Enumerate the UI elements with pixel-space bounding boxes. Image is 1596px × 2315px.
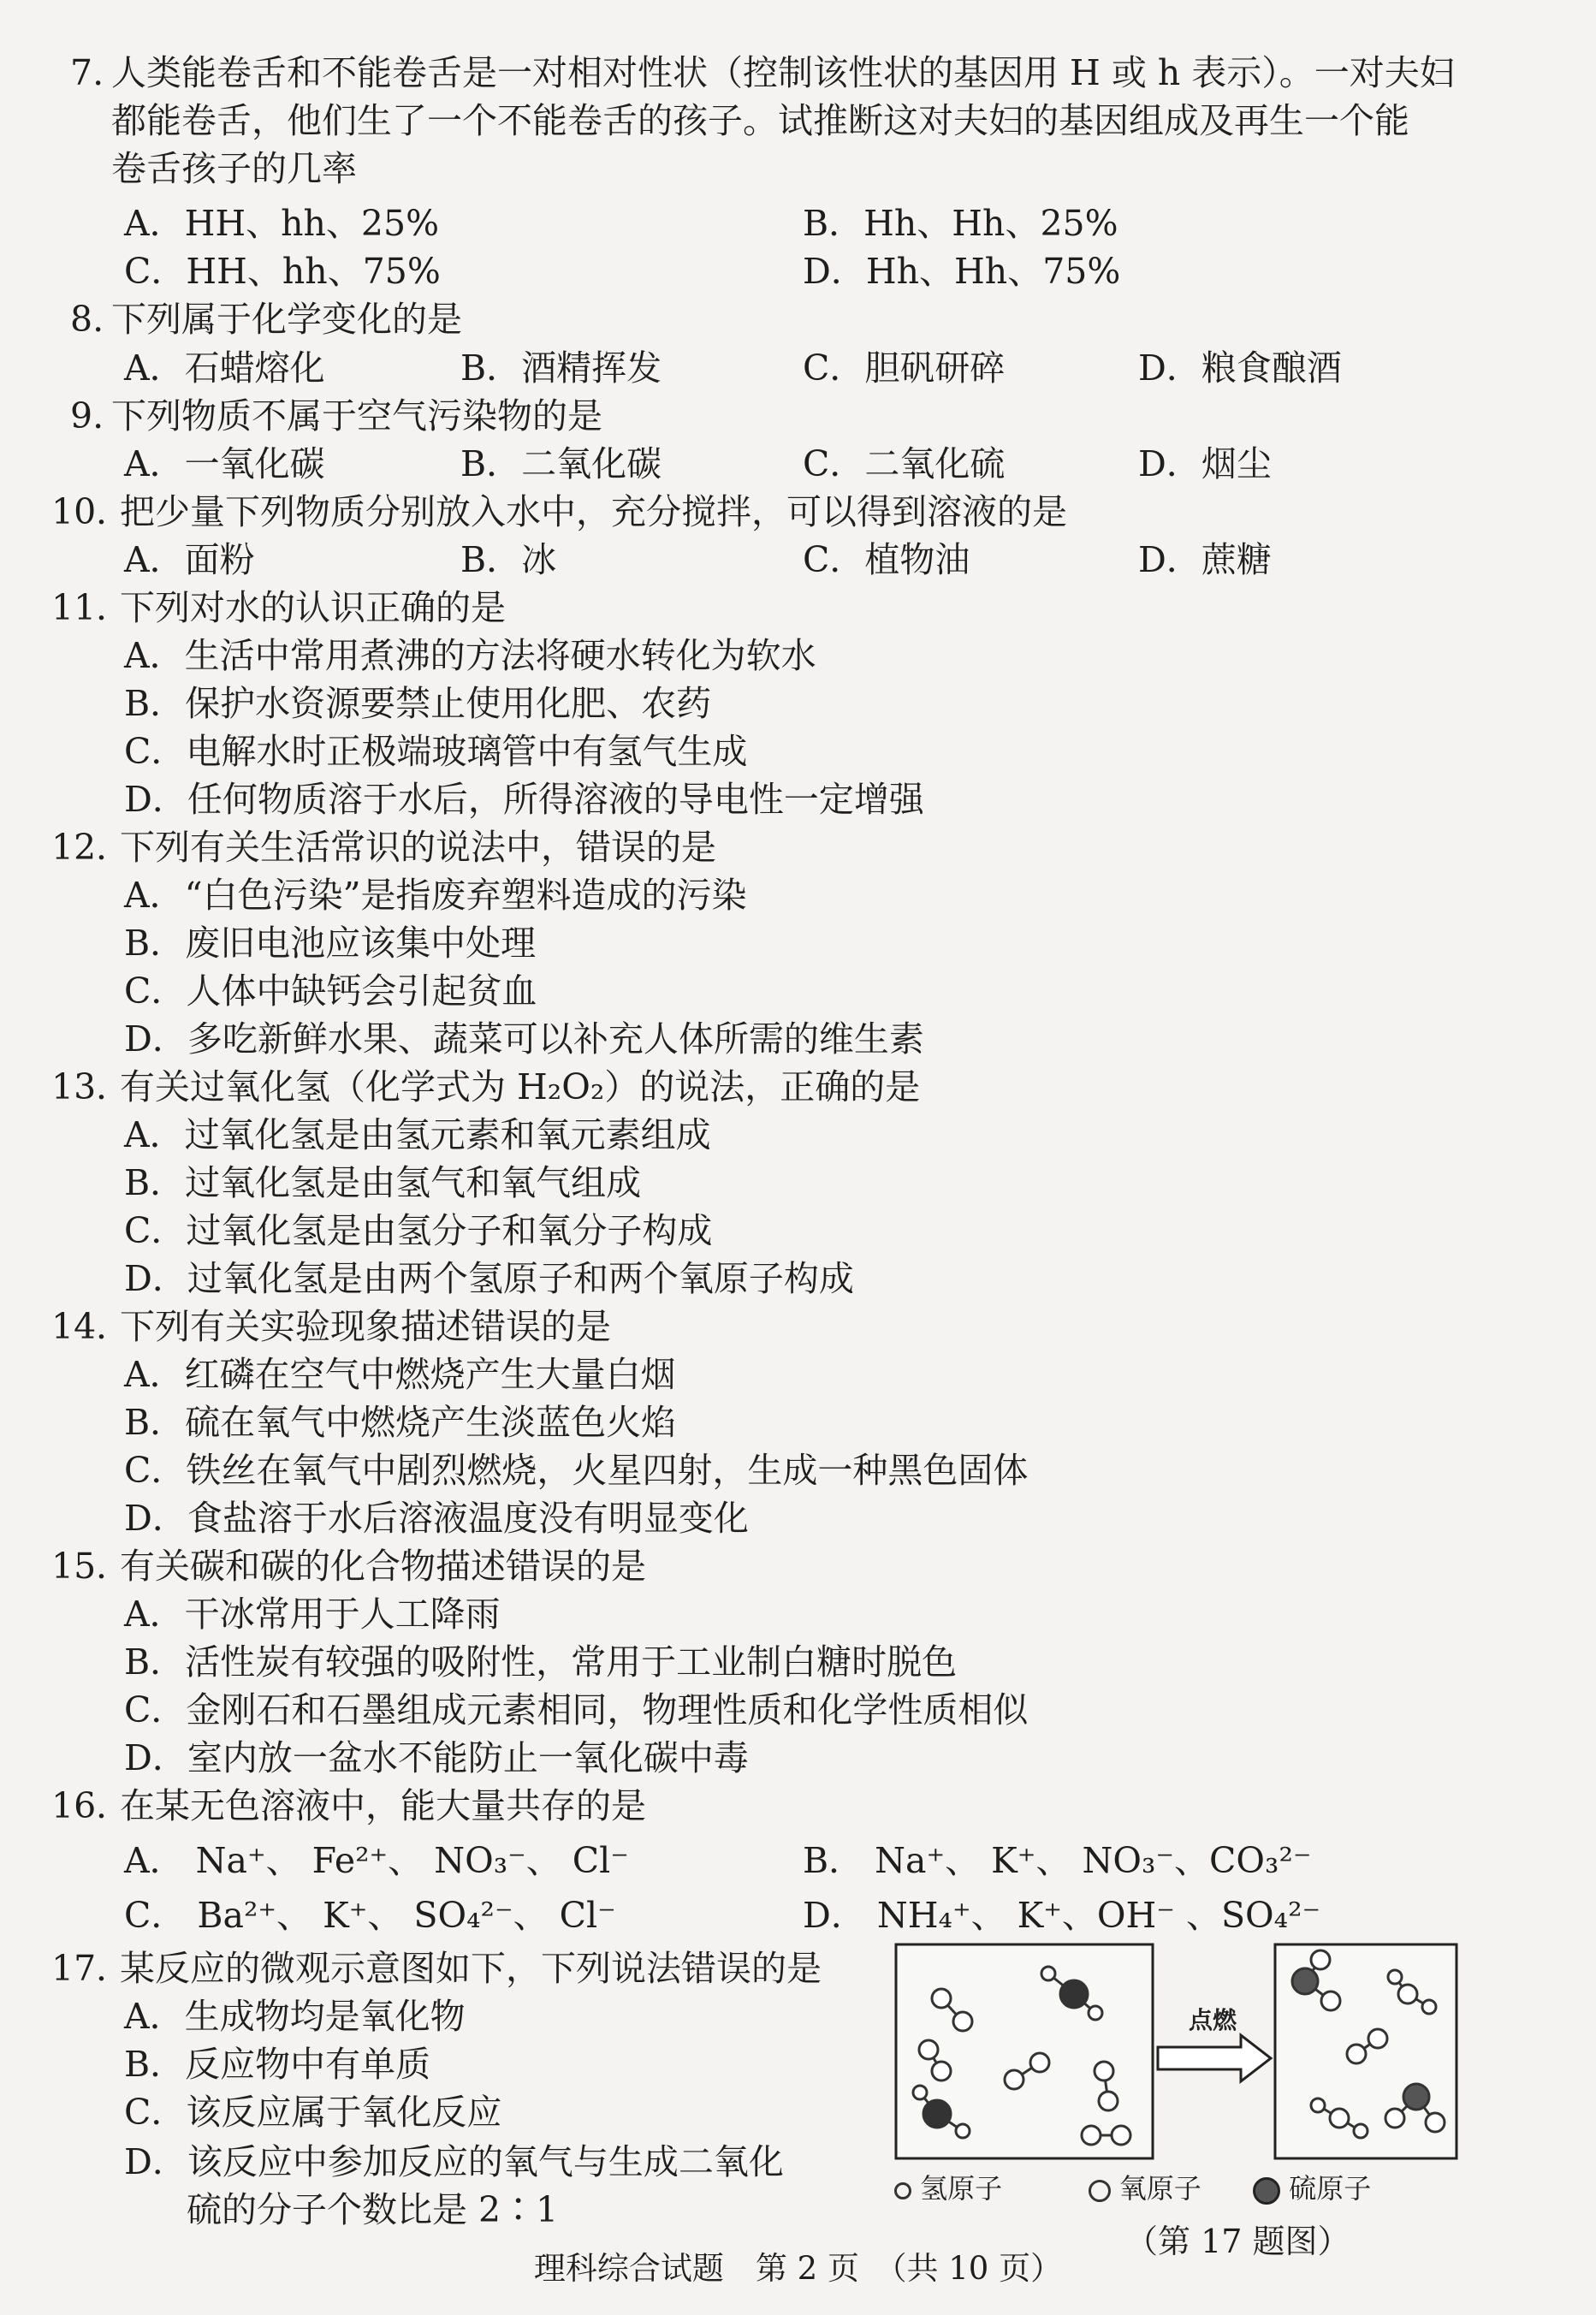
option-c: C．该反应属于氧化反应 (124, 2092, 502, 2133)
sulfur-atom (1292, 1968, 1318, 1994)
option-a: A．一氧化碳 (124, 443, 325, 484)
option-c: C． Ba²⁺、 K⁺、 SO₄²⁻、 Cl⁻ (124, 1895, 616, 1936)
reaction-arrow (1158, 2035, 1271, 2081)
legend-sulfur: 硫原子 (1289, 2172, 1372, 2205)
option-d: D．过氧化氢是由两个氢原子和两个氧原子构成 (124, 1258, 854, 1299)
option-a: A．“白色污染”是指废弃塑料造成的污染 (124, 875, 747, 916)
question-number: 17． (51, 1948, 132, 1989)
sulfur-atom (1060, 1980, 1088, 2008)
sulfur-atom (923, 2100, 951, 2128)
option-c: C．胆矾研碎 (803, 347, 1006, 389)
question-number: 13． (51, 1066, 132, 1107)
option-b: B．保护水资源要禁止使用化肥、农药 (124, 683, 712, 724)
option-d: D．该反应中参加反应的氧气与生成二氧化 (124, 2141, 784, 2182)
oxygen-atom (1368, 2029, 1387, 2048)
hydrogen-atom (1041, 1967, 1055, 1980)
question-text: 都能卷舌，他们生了一个不能卷舌的孩子。试推断这对夫妇的基因组成及再生一个能 (111, 100, 1409, 141)
hydrogen-atom (1422, 2000, 1436, 2014)
oxygen-atom (932, 2062, 951, 2081)
question-text: 在某无色溶液中，能大量共存的是 (120, 1785, 646, 1826)
question-number: 15． (51, 1546, 132, 1587)
option-b: B．酒精挥发 (460, 347, 662, 389)
option-a: A．红磷在空气中燃烧产生大量白烟 (124, 1354, 676, 1395)
option-c: C．人体中缺钙会引起贫血 (124, 971, 537, 1012)
hydrogen-atom (1311, 2098, 1325, 2112)
option-a: A．HH、hh、25% (124, 203, 440, 244)
oxygen-atom (919, 2040, 938, 2059)
option-d: D．室内放一盆水不能防止一氧化碳中毒 (124, 1737, 749, 1778)
hydrogen-atom (1089, 2006, 1102, 2020)
oxygen-atom (1347, 2045, 1366, 2063)
oxygen-atom (1426, 2113, 1445, 2132)
question-number: 9. (70, 395, 104, 436)
option-c: C．铁丝在氧气中剧烈燃烧，火星四射，生成一种黑色固体 (124, 1450, 1029, 1491)
question-text: 有关碳和碳的化合物描述错误的是 (120, 1546, 646, 1587)
option-b: B．反应物中有单质 (124, 2044, 431, 2085)
option-c: C．电解水时正极端玻璃管中有氢气生成 (124, 731, 748, 772)
option-a: A．生成物均是氧化物 (124, 1996, 466, 2037)
option-a: A．面粉 (124, 539, 255, 580)
oxygen-atom (932, 1989, 951, 2008)
oxygen-atom (1082, 2126, 1101, 2145)
oxygen-atom (1099, 2092, 1118, 2110)
question-text: 下列有关实验现象描述错误的是 (120, 1306, 611, 1347)
question-text: 有关过氧化氢（化学式为 H₂O₂）的说法，正确的是 (120, 1066, 921, 1107)
option-a: A．过氧化氢是由氢元素和氧元素组成 (124, 1114, 711, 1155)
hydrogen-atom (1354, 2124, 1368, 2138)
option-c: C．过氧化氢是由氢分子和氧分子构成 (124, 1210, 713, 1251)
option-a: A．石蜡熔化 (124, 347, 325, 389)
option-a: A．干冰常用于人工降雨 (124, 1594, 501, 1635)
oxygen-atom (1311, 1950, 1330, 1969)
sulfur-atom (1403, 2084, 1429, 2110)
legend-hydrogen: 氢原子 (920, 2172, 1003, 2205)
option-d: D．蔗糖 (1138, 539, 1272, 580)
option-b: B．二氧化碳 (460, 443, 662, 484)
option-b: B．Hh、Hh、25% (803, 203, 1118, 244)
oxygen-atom (1321, 1991, 1340, 2010)
option-b: B．废旧电池应该集中处理 (124, 923, 537, 964)
option-d: D．任何物质溶于水后，所得溶液的导电性一定增强 (124, 779, 924, 820)
reaction-diagram (894, 1943, 1459, 2264)
option-d: D．多吃新鲜水果、蔬菜可以补充人体所需的维生素 (124, 1018, 924, 1060)
hydrogen-legend-icon (894, 2182, 911, 2199)
oxygen-atom (953, 2012, 972, 2031)
diagram-legend (894, 2167, 1459, 2206)
question-text: 人类能卷舌和不能卷舌是一对相对性状（控制该性状的基因用 H 或 h 表示）。一对夫妇 (111, 52, 1455, 93)
option-c: C．植物油 (803, 539, 970, 580)
question-text: 下列对水的认识正确的是 (120, 587, 506, 628)
option-b: B．硫在氧气中燃烧产生淡蓝色火焰 (124, 1402, 677, 1443)
option-d-continuation: 硫的分子个数比是 2∶1 (187, 2189, 559, 2230)
page-footer: 理科综合试题 第 2 页 （共 10 页） (533, 2250, 1063, 2287)
option-c: C．HH、hh、75% (124, 251, 441, 292)
question-number: 11． (51, 587, 132, 628)
option-d: D． NH₄⁺、 K⁺、OH⁻ 、SO₄²⁻ (803, 1895, 1321, 1936)
question-number: 7. (70, 52, 104, 93)
option-c: C．二氧化硫 (803, 443, 1006, 484)
figure-caption: （第 17 题图） (1125, 2223, 1350, 2260)
option-b: B． Na⁺、 K⁺、 NO₃⁻、CO₃²⁻ (803, 1840, 1312, 1881)
oxygen-legend-icon (1089, 2180, 1111, 2202)
oxygen-atom (1095, 2062, 1113, 2081)
option-b: B．活性炭有较强的吸附性，常用于工业制白糖时脱色 (124, 1641, 958, 1683)
option-b: B．过氧化氢是由氢气和氧气组成 (124, 1162, 642, 1203)
reaction-svg (894, 1943, 1459, 2167)
oxygen-atom (1330, 2109, 1349, 2128)
oxygen-atom (1030, 2053, 1049, 2072)
sulfur-legend-icon (1253, 2177, 1280, 2205)
question-text: 下列物质不属于空气污染物的是 (111, 395, 602, 436)
option-d: D．食盐溶于水后溶液温度没有明显变化 (124, 1498, 749, 1539)
question-number: 10． (51, 491, 132, 532)
legend-oxygen: 氧原子 (1118, 2172, 1201, 2205)
question-text: 下列属于化学变化的是 (111, 299, 462, 340)
question-number: 14． (51, 1306, 132, 1347)
question-text: 下列有关生活常识的说法中，错误的是 (120, 827, 716, 868)
hydrogen-atom (956, 2124, 970, 2138)
option-d: D．Hh、Hh、75% (803, 251, 1121, 292)
option-d: D．粮食酿酒 (1138, 347, 1342, 389)
hydrogen-atom (913, 2086, 927, 2099)
oxygen-atom (1385, 2109, 1404, 2128)
question-number: 16． (51, 1785, 132, 1826)
question-text: 卷舌孩子的几率 (111, 148, 357, 189)
option-b: B．冰 (460, 539, 557, 580)
oxygen-atom (1112, 2126, 1130, 2145)
question-number: 12． (51, 827, 132, 868)
hydrogen-atom (1388, 1970, 1402, 1984)
arrow-label: 点燃 (1188, 2006, 1237, 2034)
question-number: 8. (70, 299, 104, 340)
option-c: C．金刚石和石墨组成元素相同，物理性质和化学性质相似 (124, 1689, 1029, 1730)
option-a: A． Na⁺、 Fe²⁺、 NO₃⁻、 Cl⁻ (124, 1840, 629, 1881)
question-text: 某反应的微观示意图如下，下列说法错误的是 (120, 1948, 822, 1989)
question-text: 把少量下列物质分别放入水中，充分搅拌，可以得到溶液的是 (120, 491, 1067, 532)
oxygen-atom (1398, 1985, 1417, 2003)
oxygen-atom (1005, 2070, 1023, 2089)
option-d: D．烟尘 (1138, 443, 1272, 484)
option-a: A．生活中常用煮沸的方法将硬水转化为软水 (124, 635, 816, 676)
